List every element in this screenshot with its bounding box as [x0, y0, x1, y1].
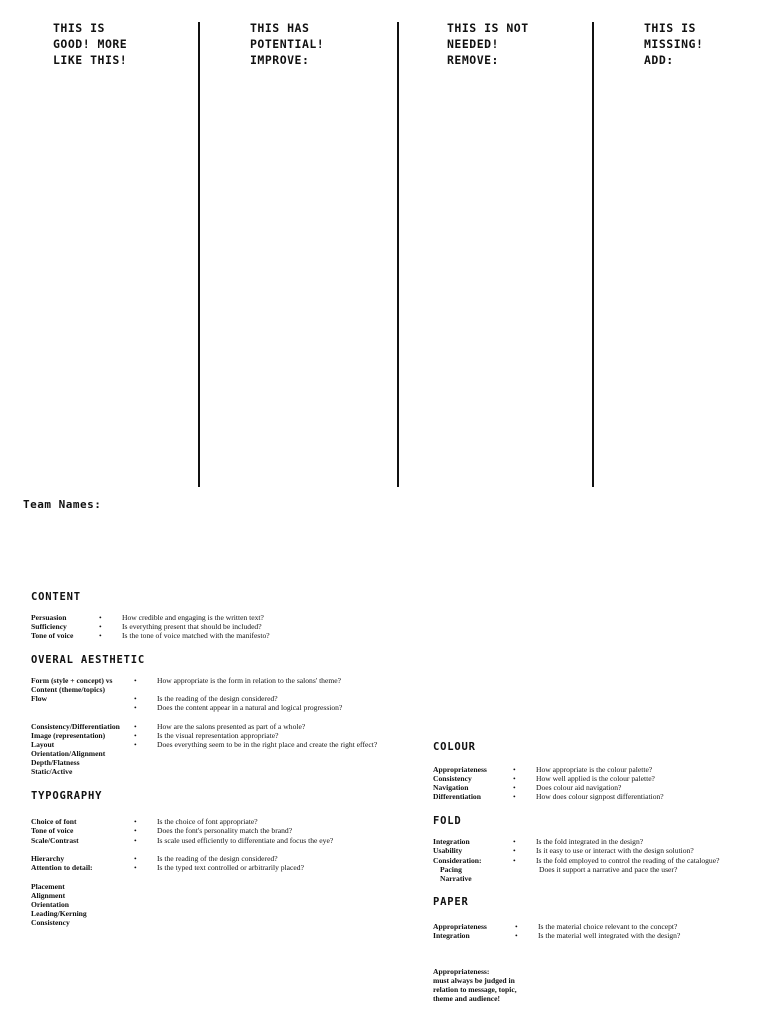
criterion-label: Depth/Flatness: [31, 758, 80, 767]
bullet: •: [134, 722, 137, 731]
criterion-question: Does the font's personality match the brand?: [157, 826, 293, 835]
criterion-label: Attention to detail:: [31, 863, 93, 872]
criterion-label: Tone of voice: [31, 631, 74, 640]
criterion-label: Integration: [433, 931, 470, 940]
criterion-label: Hierarchy: [31, 854, 65, 863]
bullet: •: [134, 676, 137, 685]
criterion-question: Is the tone of voice matched with the manifesto?: [122, 631, 270, 640]
criterion-question: Is the material choice relevant to the concept?: [538, 922, 678, 931]
criterion-label: Static/Active: [31, 767, 73, 776]
criterion-question: Is the reading of the design considered?: [157, 854, 278, 863]
bullet: •: [134, 854, 137, 863]
appropriateness-note: Appropriateness:: [433, 967, 490, 976]
bullet: •: [513, 792, 516, 801]
criterion-question: Is scale used efficiently to differentiate and focus the eye?: [157, 836, 334, 845]
bullet: •: [134, 703, 137, 712]
section-title-fold: FOLD: [433, 815, 462, 827]
criterion-label: Usability: [433, 846, 463, 855]
criterion-label: Alignment: [31, 891, 66, 900]
bullet: •: [513, 765, 516, 774]
criterion-question: How does colour signpost differentiation?: [536, 792, 664, 801]
bullet: •: [134, 836, 137, 845]
criterion-label: Tone of voice: [31, 826, 74, 835]
appropriateness-note: theme and audience!: [433, 994, 501, 1003]
criterion-question: How well applied is the colour palette?: [536, 774, 655, 783]
criterion-question: Is the reading of the design considered?: [157, 694, 278, 703]
bullet: •: [99, 613, 102, 622]
bullet: •: [513, 774, 516, 783]
criterion-label: Appropriateness: [433, 922, 487, 931]
column-divider: [198, 22, 200, 487]
criterion-label: Leading/Kerning: [31, 909, 87, 918]
bullet: •: [513, 846, 516, 855]
criterion-label: Appropriateness: [433, 765, 487, 774]
criterion-label: Pacing: [440, 865, 462, 874]
criterion-question: How appropriate is the colour palette?: [536, 765, 653, 774]
criterion-question: Is everything present that should be included?: [122, 622, 262, 631]
bullet: •: [515, 922, 518, 931]
column-heading-potential: THIS HAS POTENTIAL! IMPROVE:: [250, 21, 325, 67]
criterion-question: Is the visual representation appropriate?: [157, 731, 279, 740]
bullet: •: [134, 817, 137, 826]
section-title-aesthetic: OVERAL AESTHETIC: [31, 654, 145, 666]
criterion-label: Consistency: [433, 774, 472, 783]
criterion-label: Differentiation: [433, 792, 481, 801]
criterion-label: Orientation/Alignment: [31, 749, 106, 758]
criterion-question: Is the fold employed to control the reading of the catalogue?: [536, 856, 720, 865]
criterion-label: Orientation: [31, 900, 69, 909]
criterion-label: Navigation: [433, 783, 469, 792]
bullet: •: [99, 631, 102, 640]
criterion-label: Content (theme/topics): [31, 685, 106, 694]
column-heading-good: THIS IS GOOD! MORE LIKE THIS!: [53, 21, 128, 67]
criterion-label: Consistency/Differentiation: [31, 722, 120, 731]
column-heading-not-needed: THIS IS NOT NEEDED! REMOVE:: [447, 21, 529, 67]
criterion-label: Consistency: [31, 918, 70, 927]
criterion-label: Persuasion: [31, 613, 67, 622]
criterion-question: Is the typed text controlled or arbitrarily placed?: [157, 863, 304, 872]
criterion-question: Is the material well integrated with the design?: [538, 931, 681, 940]
section-title-colour: COLOUR: [433, 741, 476, 753]
criterion-question: Is the choice of font appropriate?: [157, 817, 258, 826]
bullet: •: [515, 931, 518, 940]
criterion-question: Does the content appear in a natural and logical progression?: [157, 703, 343, 712]
appropriateness-note: must always be judged in: [433, 976, 515, 985]
criterion-label: Flow: [31, 694, 48, 703]
column-divider: [592, 22, 594, 487]
bullet: •: [513, 837, 516, 846]
criterion-label: Scale/Contrast: [31, 836, 79, 845]
criterion-label: Layout: [31, 740, 55, 749]
criterion-label: Form (style + concept) vs: [31, 676, 113, 685]
bullet: •: [134, 731, 137, 740]
bullet: •: [513, 783, 516, 792]
criterion-question: How credible and engaging is the written text?: [122, 613, 264, 622]
section-title-content: CONTENT: [31, 591, 81, 603]
section-title-typography: TYPOGRAPHY: [31, 790, 103, 802]
appropriateness-note: relation to message, topic,: [433, 985, 517, 994]
criterion-label: Narrative: [440, 874, 472, 883]
criterion-question: Does it support a narrative and pace the user?: [539, 865, 678, 874]
column-divider: [397, 22, 399, 487]
criterion-label: Image (representation): [31, 731, 106, 740]
bullet: •: [513, 856, 516, 865]
bullet: •: [99, 622, 102, 631]
criterion-question: Does everything seem to be in the right place and create the right effect?: [157, 740, 378, 749]
criterion-question: Is it easy to use or interact with the design solution?: [536, 846, 694, 855]
team-names-label: Team Names:: [23, 498, 102, 511]
bullet: •: [134, 694, 137, 703]
criterion-label: Choice of font: [31, 817, 77, 826]
bullet: •: [134, 863, 137, 872]
criterion-question: How appropriate is the form in relation to the salons' theme?: [157, 676, 341, 685]
criterion-question: Does colour aid navigation?: [536, 783, 622, 792]
criterion-label: Integration: [433, 837, 470, 846]
criterion-question: Is the fold integrated in the design?: [536, 837, 644, 846]
bullet: •: [134, 826, 137, 835]
bullet: •: [134, 740, 137, 749]
criterion-question: How are the salons presented as part of a whole?: [157, 722, 306, 731]
criterion-label: Sufficiency: [31, 622, 67, 631]
criterion-label: Placement: [31, 882, 65, 891]
section-title-paper: PAPER: [433, 896, 469, 908]
criterion-label: Consideration:: [433, 856, 482, 865]
column-heading-missing: THIS IS MISSING! ADD:: [644, 21, 704, 67]
